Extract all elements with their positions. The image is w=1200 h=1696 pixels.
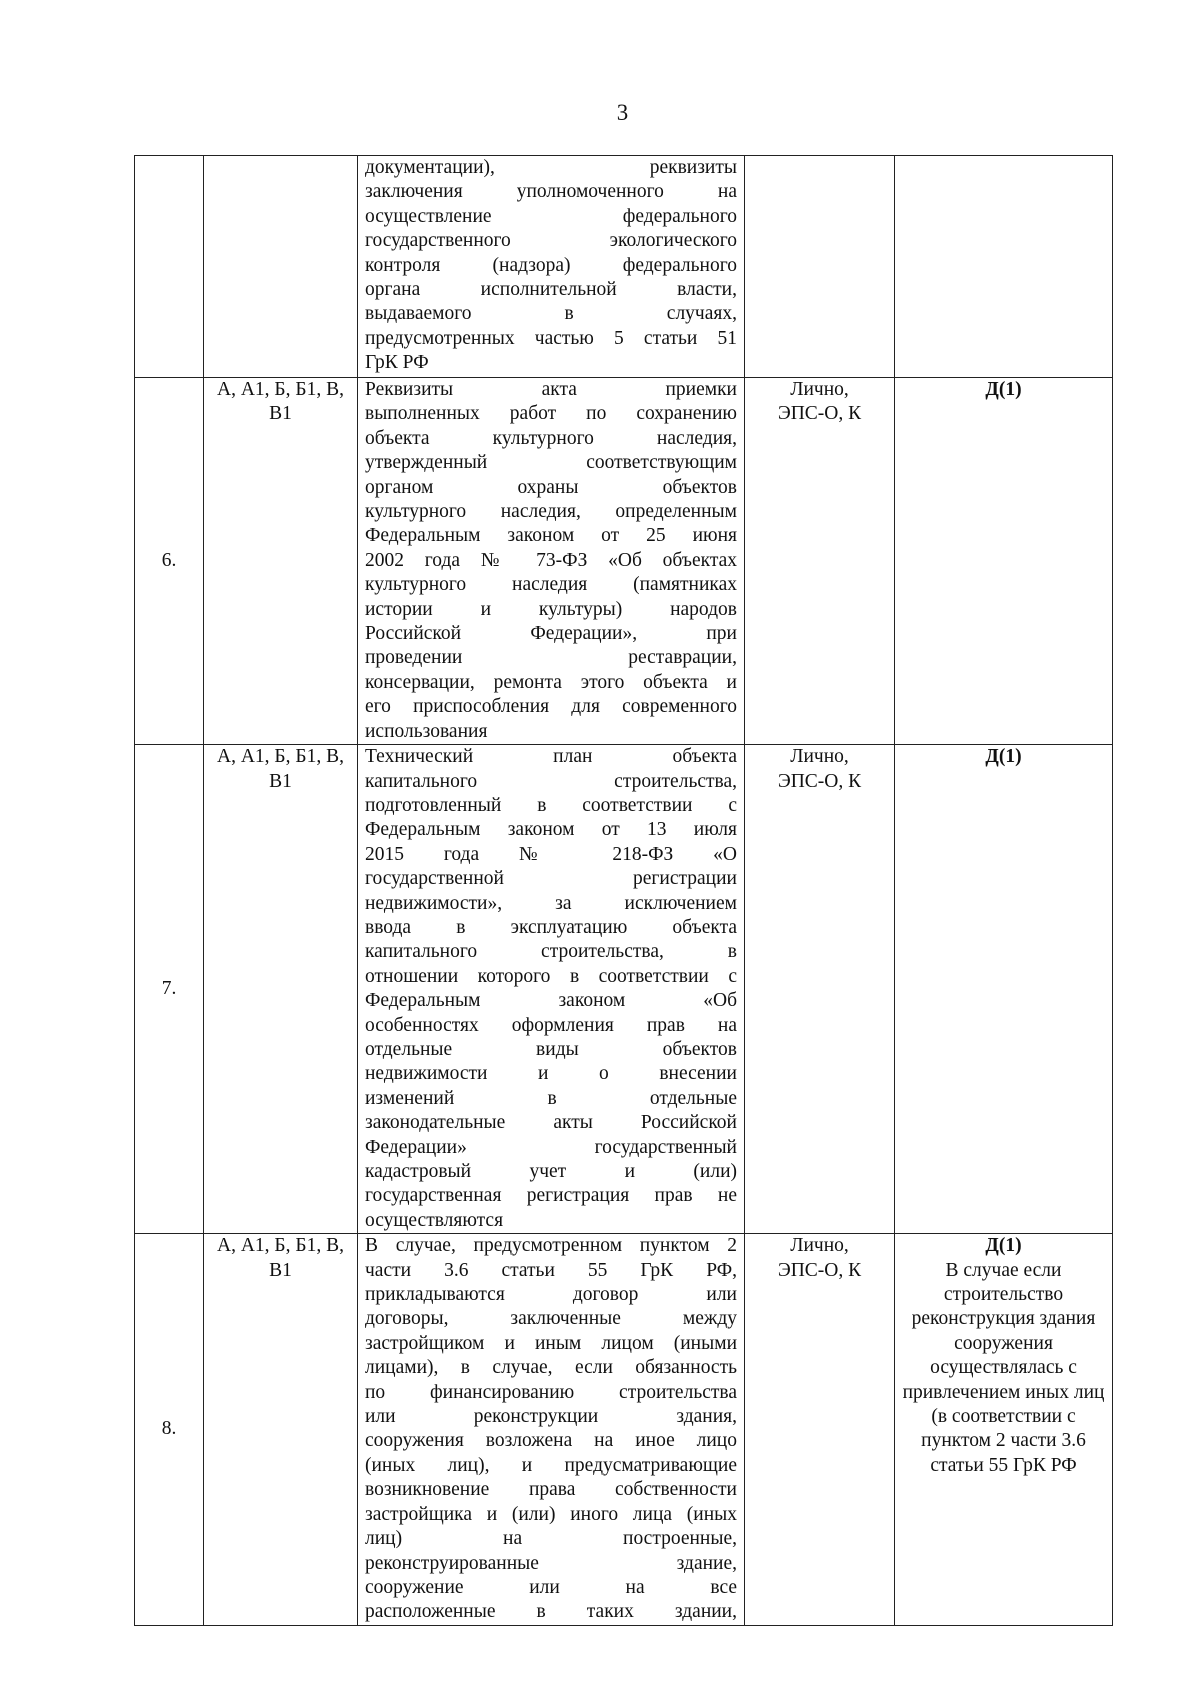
table-row	[135, 156, 1113, 378]
note-code: Д(1)	[985, 379, 1022, 400]
description-line: особенностях оформления прав на	[365, 1014, 737, 1036]
description-line: Федеральным законом от 13 июля	[365, 819, 737, 841]
description-line: государственная регистрация прав не	[365, 1185, 737, 1207]
description-line: договоры, заключенные между	[365, 1308, 737, 1330]
description-line: предусмотренных частью 5 статьи 51	[365, 327, 737, 349]
row-number: 8.	[135, 1234, 204, 1626]
description-line: ввода в эксплуатацию объекта	[365, 916, 737, 938]
description-line: Российской Федерации», при	[365, 623, 737, 645]
note-text: В случае если строительство реконструкция здания сооружения осуществлялась с привлечением иных лиц (в соответствии с пунктом 2 части 3.6 статьи 55 ГрК РФ	[902, 1259, 1105, 1476]
row-note	[895, 1234, 1113, 1626]
page-number: 3	[616, 100, 629, 125]
row-description	[358, 156, 745, 378]
row-number: 6.	[135, 378, 204, 745]
description-line: Реквизиты акта приемки	[365, 379, 737, 400]
description-line: проведении реставрации,	[365, 647, 737, 669]
description-line: документации), реквизиты	[365, 157, 737, 178]
description-line: его приспособления для современного	[365, 696, 737, 718]
description-line: выполненных работ по сохранению	[365, 403, 737, 425]
description-line: культурного наследия (памятниках	[365, 574, 737, 596]
description-line: государственной регистрации	[365, 868, 737, 890]
description-line: капитального строительства,	[365, 770, 737, 792]
description-line: реконструированные здание,	[365, 1552, 737, 1574]
description-line: заключения уполномоченного на	[365, 181, 737, 203]
row-description	[358, 378, 745, 745]
description-line: объекта культурного наследия,	[365, 427, 737, 449]
row-submission-method: Лично, ЭПС-О, К	[745, 1234, 895, 1626]
description-line: (иных лиц), и предусматривающие	[365, 1454, 737, 1476]
description-line: изменений в отдельные	[365, 1087, 737, 1109]
description-line: ГрК РФ	[365, 352, 429, 374]
row-note	[895, 378, 1113, 745]
table-row	[135, 378, 1113, 745]
row-number: 7.	[135, 745, 204, 1234]
description-line: культурного наследия, определенным	[365, 501, 737, 523]
table-row	[135, 745, 1113, 1234]
description-line: Технический план объекта	[365, 746, 737, 768]
row-submission-method: Лично, ЭПС-О, К	[745, 745, 895, 1234]
description-line: В случае, предусмотренном пунктом 2	[365, 1235, 737, 1257]
description-line: консервации, ремонта этого объекта и	[365, 671, 737, 693]
description-line: 2015 года № 218-ФЗ «О	[365, 843, 737, 865]
description-line: недвижимости и о внесении	[365, 1063, 737, 1085]
note-code: Д(1)	[985, 746, 1022, 768]
description-line: использования	[365, 720, 488, 742]
description-line: лицами), в случае, если обязанность	[365, 1357, 737, 1379]
description-line: Федеральным законом от 25 июня	[365, 525, 737, 547]
description-line: или реконструкции здания,	[365, 1406, 737, 1428]
description-line: законодательные акты Российской	[365, 1112, 737, 1134]
row-categories: А, А1, Б, Б1, В, В1	[204, 1234, 358, 1626]
table-row	[135, 1234, 1113, 1626]
row-submission-method: Лично, ЭПС-О, К	[745, 378, 895, 745]
description-line: недвижимости», за исключением	[365, 892, 737, 914]
note-code: Д(1)	[985, 1235, 1022, 1257]
description-line: расположенные в таких здании,	[365, 1601, 737, 1623]
description-line: отдельные виды объектов	[365, 1038, 737, 1060]
description-line: Федерации» государственный	[365, 1136, 737, 1158]
description-line: органом охраны объектов	[365, 476, 737, 498]
description-line: подготовленный в соответствии с	[365, 794, 737, 816]
description-line: Федеральным законом «Об	[365, 990, 737, 1012]
description-line: прикладываются договор или	[365, 1284, 737, 1306]
row-categories: А, А1, Б, Б1, В, В1	[204, 378, 358, 745]
description-line: осуществление федерального	[365, 205, 737, 227]
description-line: по финансированию строительства	[365, 1381, 737, 1403]
description-line: утвержденный соответствующим	[365, 452, 737, 474]
row-categories	[204, 156, 358, 378]
description-line: истории и культуры) народов	[365, 598, 737, 620]
description-line: капитального строительства, в	[365, 941, 737, 963]
description-line: застройщиком и иным лицом (иными	[365, 1332, 737, 1354]
row-submission-method	[745, 156, 895, 378]
description-line: лиц) на построенные,	[365, 1528, 737, 1550]
description-line: осуществляются	[365, 1209, 504, 1231]
description-line: части 3.6 статьи 55 ГрК РФ,	[365, 1259, 737, 1281]
description-line: застройщика и (или) иного лица (иных	[365, 1503, 737, 1525]
description-line: государственного экологического	[365, 230, 737, 252]
requirements-table	[134, 155, 1113, 1626]
description-line: контроля (надзора) федерального	[365, 254, 737, 276]
row-categories: А, А1, Б, Б1, В, В1	[204, 745, 358, 1234]
row-number	[135, 156, 204, 378]
description-line: отношении которого в соответствии с	[365, 965, 737, 987]
description-line: органа исполнительной власти,	[365, 279, 737, 301]
description-line: кадастровый учет и (или)	[365, 1161, 737, 1182]
description-line: выдаваемого в случаях,	[365, 303, 737, 325]
description-line: сооружение или на все	[365, 1576, 737, 1598]
description-line: 2002 года № 73-ФЗ «Об объектах	[365, 549, 737, 571]
row-description	[358, 1234, 745, 1626]
row-description	[358, 745, 745, 1234]
description-line: сооружения возложена на иное лицо	[365, 1430, 737, 1452]
description-line: возникновение права собственности	[365, 1479, 737, 1501]
row-note	[895, 156, 1113, 378]
row-note	[895, 745, 1113, 1234]
